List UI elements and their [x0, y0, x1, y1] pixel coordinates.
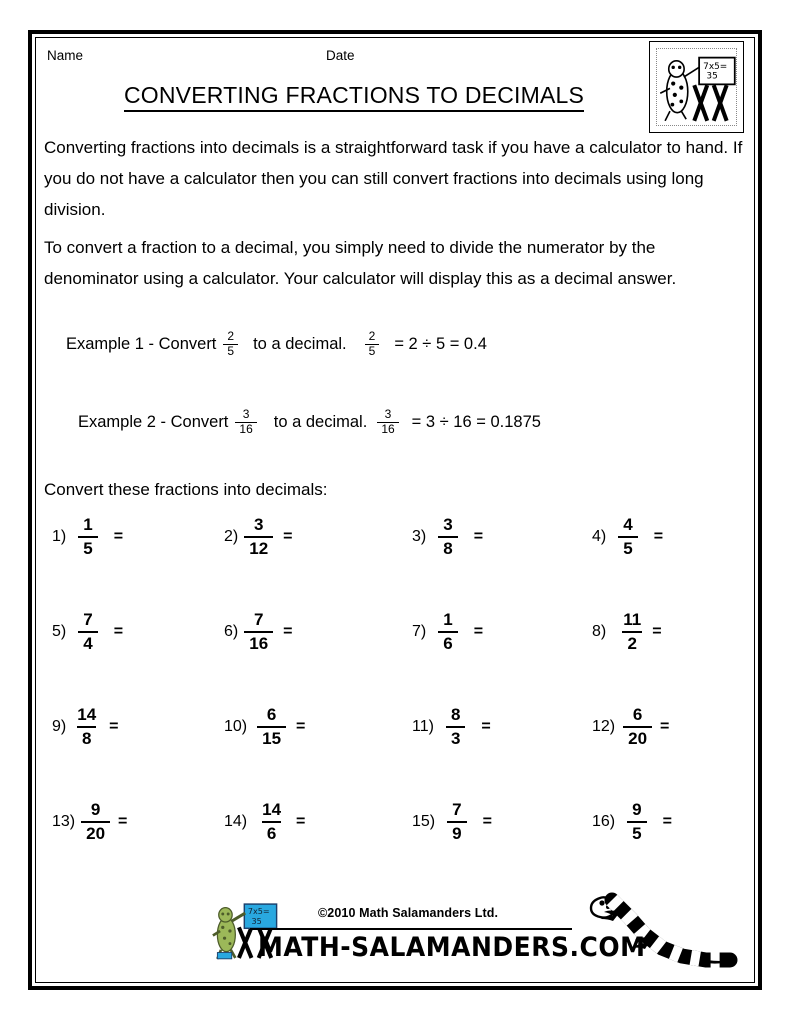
numerator: 4	[623, 515, 633, 534]
example-1-middle: to a decimal.	[253, 334, 347, 353]
denominator: 16	[244, 631, 273, 655]
question-9[interactable]	[52, 704, 119, 750]
numerator: 14	[262, 800, 282, 819]
numerator: 7	[83, 610, 93, 629]
example-2-result: = 3 ÷ 16 = 0.1875	[411, 412, 541, 431]
question-fraction	[618, 514, 637, 560]
denominator: 8	[438, 536, 457, 560]
equals-sign: =	[296, 813, 306, 831]
denominator: 8	[77, 726, 96, 750]
equals-sign: =	[473, 623, 484, 641]
numerator: 1	[83, 515, 93, 534]
numerator: 9	[632, 800, 642, 819]
question-number: 5)	[52, 623, 67, 641]
equals-sign: =	[660, 718, 670, 736]
denominator: 2	[622, 631, 641, 655]
question-fraction	[438, 514, 457, 560]
question-6[interactable]	[224, 609, 293, 655]
page-title	[34, 82, 674, 109]
equals-sign: =	[473, 528, 484, 546]
question-row	[34, 609, 756, 704]
numerator: 2	[227, 329, 235, 343]
equals-sign: =	[653, 528, 664, 546]
question-2[interactable]	[224, 514, 293, 560]
example-1	[66, 330, 487, 359]
numerator: 7	[452, 800, 462, 819]
denominator: 5	[78, 536, 97, 560]
question-number: 15)	[412, 813, 436, 831]
website-url: MATH-SALAMANDERS.COM	[258, 932, 646, 963]
question-7[interactable]	[412, 609, 483, 655]
equals-sign: =	[481, 718, 491, 736]
question-fraction	[78, 514, 97, 560]
equals-sign: =	[113, 528, 124, 546]
question-number: 14)	[224, 813, 248, 831]
question-number: 16)	[592, 813, 616, 831]
questions-grid	[34, 514, 756, 894]
question-row	[34, 514, 756, 609]
copyright-text: ©2010 Math Salamanders Ltd.	[318, 906, 499, 920]
denominator: 20	[81, 821, 110, 845]
numerator: 3	[384, 407, 392, 421]
equals-sign: =	[283, 623, 293, 641]
question-number: 6)	[224, 623, 239, 641]
numerator: 11	[623, 610, 642, 629]
question-number: 3)	[412, 528, 427, 546]
example-2-fraction-2	[377, 408, 398, 437]
question-14[interactable]	[224, 799, 305, 845]
question-1[interactable]	[52, 514, 123, 560]
question-number: 9)	[52, 718, 67, 736]
denominator: 9	[447, 821, 466, 845]
equals-sign: =	[109, 718, 119, 736]
numerator: 3	[242, 407, 250, 421]
question-number: 7)	[412, 623, 427, 641]
numerator: 1	[443, 610, 453, 629]
question-fraction	[244, 609, 273, 655]
numerator: 7	[253, 610, 264, 629]
question-fraction	[81, 799, 110, 845]
question-fraction	[78, 609, 97, 655]
example-1-fraction-1	[223, 330, 238, 359]
question-12[interactable]	[592, 704, 669, 750]
footer	[34, 892, 756, 984]
footer-board-line2: 35	[251, 916, 262, 926]
intro-paragraph-2: To convert a fraction to a decimal, you simply need to divide the numerator by the denominator using a calculator. Your calculator will display this as a decimal answer.	[44, 238, 677, 288]
example-1-result: = 2 ÷ 5 = 0.4	[394, 334, 487, 353]
question-fraction	[447, 799, 466, 845]
denominator: 12	[244, 536, 273, 560]
denominator: 5	[627, 821, 646, 845]
question-10[interactable]	[224, 704, 305, 750]
example-2	[78, 408, 541, 437]
question-3[interactable]	[412, 514, 483, 560]
denominator: 16	[377, 422, 398, 437]
question-fraction	[618, 609, 646, 655]
page-title-text: CONVERTING FRACTIONS TO DECIMALS	[124, 82, 584, 112]
equals-sign: =	[652, 623, 662, 641]
question-11[interactable]	[412, 704, 491, 750]
question-16[interactable]	[592, 799, 672, 845]
question-5[interactable]	[52, 609, 123, 655]
denominator: 5	[223, 344, 238, 359]
question-fraction	[627, 799, 646, 845]
footer-board-line1: 7x5=	[247, 906, 270, 916]
question-fraction	[257, 704, 286, 750]
svg-text:7x5=: 7x5=	[703, 61, 728, 72]
question-row	[34, 704, 756, 799]
equals-sign: =	[283, 528, 293, 546]
denominator: 6	[262, 821, 281, 845]
question-fraction	[257, 799, 286, 845]
denominator: 3	[446, 726, 465, 750]
denominator: 20	[623, 726, 652, 750]
question-fraction	[446, 704, 465, 750]
question-number: 8)	[592, 623, 607, 641]
equals-sign: =	[482, 813, 492, 831]
example-1-fraction-2	[365, 330, 380, 359]
denominator: 5	[618, 536, 637, 560]
numerator: 8	[450, 705, 461, 724]
equals-sign: =	[113, 623, 124, 641]
example-2-fraction-1	[235, 408, 256, 437]
question-number: 1)	[52, 528, 67, 546]
question-4[interactable]	[592, 514, 663, 560]
equals-sign: =	[118, 813, 128, 831]
question-number: 11)	[412, 718, 434, 736]
question-number: 13)	[52, 813, 76, 831]
example-1-lead: Example 1 - Convert	[66, 334, 217, 353]
denominator: 6	[438, 631, 457, 655]
question-number: 2)	[224, 528, 239, 546]
question-fraction	[72, 704, 101, 750]
svg-text:35: 35	[706, 71, 718, 82]
denominator: 16	[235, 422, 256, 437]
question-13[interactable]	[52, 799, 127, 845]
numerator: 2	[368, 329, 376, 343]
footer-divider	[250, 928, 572, 930]
question-15[interactable]	[412, 799, 492, 845]
denominator: 5	[365, 344, 380, 359]
instruction-text: Convert these fractions into decimals:	[44, 480, 328, 499]
question-number: 4)	[592, 528, 607, 546]
equals-sign: =	[662, 813, 672, 831]
numerator: 6	[266, 705, 277, 724]
denominator: 4	[78, 631, 97, 655]
question-number: 12)	[592, 718, 616, 736]
question-number: 10)	[224, 718, 248, 736]
example-2-middle: to a decimal.	[273, 412, 368, 431]
name-label: Name	[47, 48, 84, 63]
question-fraction	[244, 514, 273, 560]
date-label: Date	[326, 48, 355, 63]
numerator: 3	[443, 515, 453, 534]
equals-sign: =	[296, 718, 306, 736]
question-fraction	[438, 609, 457, 655]
example-2-lead: Example 2 - Convert	[78, 412, 229, 431]
question-8[interactable]	[592, 609, 662, 655]
question-fraction	[623, 704, 652, 750]
intro-paragraph-1: Converting fractions into decimals is a straightforward task if you have a calculator to hand. If you do not have a calculator then you can still convert fractions into decimals using long division.	[44, 138, 743, 219]
worksheet-content	[34, 36, 756, 984]
numerator: 6	[632, 705, 643, 724]
numerator: 14	[77, 705, 97, 724]
numerator: 3	[253, 515, 264, 534]
denominator: 15	[257, 726, 286, 750]
numerator: 9	[90, 800, 101, 819]
